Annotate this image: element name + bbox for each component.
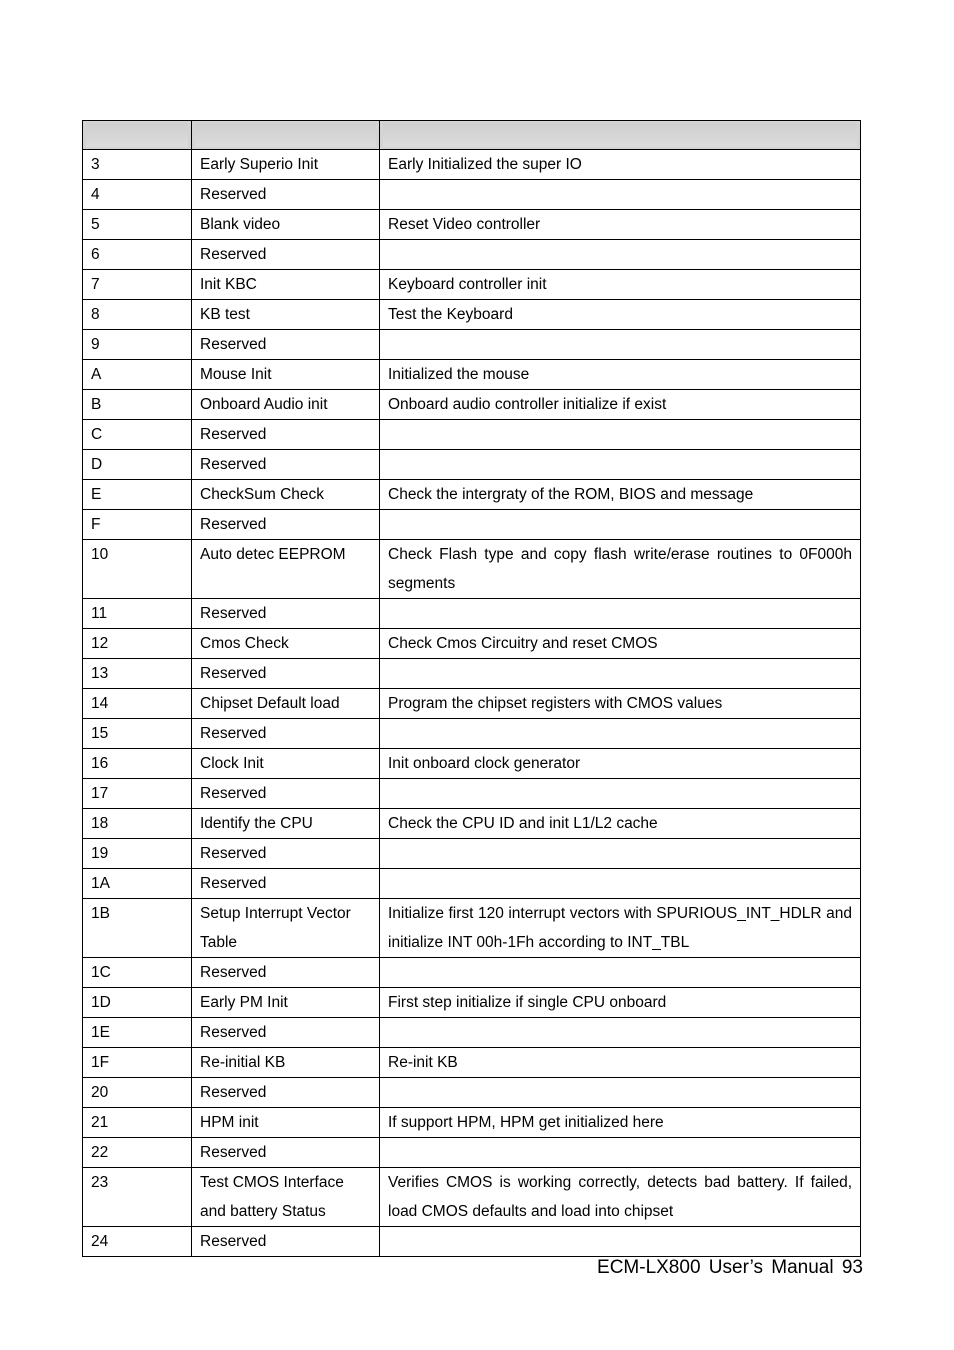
description-cell: Init onboard clock generator <box>380 749 861 779</box>
code-cell: 1E <box>83 1018 192 1048</box>
table-header-row <box>83 121 861 150</box>
description-cell <box>380 839 861 869</box>
code-cell: 1C <box>83 958 192 988</box>
name-cell: Cmos Check <box>192 629 380 659</box>
table-row <box>83 480 861 510</box>
description-cell: Early Initialized the super IO <box>380 150 861 180</box>
description-cell <box>380 420 861 450</box>
description-cell <box>380 180 861 210</box>
name-cell: Mouse Init <box>192 360 380 390</box>
name-cell: KB test <box>192 300 380 330</box>
table-row <box>83 629 861 659</box>
table-row <box>83 240 861 270</box>
table-row <box>83 988 861 1018</box>
description-cell: Onboard audio controller initialize if exist <box>380 390 861 420</box>
name-cell: Reserved <box>192 330 380 360</box>
table-row <box>83 779 861 809</box>
code-cell: 1B <box>83 899 192 958</box>
name-cell: Reserved <box>192 180 380 210</box>
name-cell: Test CMOS Interface and battery Status <box>192 1168 380 1227</box>
code-cell: 6 <box>83 240 192 270</box>
table-row <box>83 210 861 240</box>
code-cell: 21 <box>83 1108 192 1138</box>
code-cell: 1F <box>83 1048 192 1078</box>
code-cell: E <box>83 480 192 510</box>
code-cell: 12 <box>83 629 192 659</box>
description-cell <box>380 510 861 540</box>
name-cell: Reserved <box>192 420 380 450</box>
name-cell: Auto detec EEPROM <box>192 540 380 599</box>
table-row <box>83 599 861 629</box>
code-cell: 3 <box>83 150 192 180</box>
table-row <box>83 150 861 180</box>
table-row <box>83 510 861 540</box>
name-cell: Reserved <box>192 1138 380 1168</box>
name-cell: CheckSum Check <box>192 480 380 510</box>
description-cell: Initialized the mouse <box>380 360 861 390</box>
code-cell: 24 <box>83 1227 192 1257</box>
name-cell: Setup Interrupt Vector Table <box>192 899 380 958</box>
header-cell-description <box>380 121 861 150</box>
code-cell: 22 <box>83 1138 192 1168</box>
name-cell: Reserved <box>192 599 380 629</box>
table-row <box>83 749 861 779</box>
name-cell: Reserved <box>192 450 380 480</box>
name-cell: Re-initial KB <box>192 1048 380 1078</box>
description-cell <box>380 1138 861 1168</box>
name-cell: Init KBC <box>192 270 380 300</box>
table-row <box>83 1048 861 1078</box>
table-row <box>83 809 861 839</box>
table-row <box>83 390 861 420</box>
table-row <box>83 1227 861 1257</box>
name-cell: Blank video <box>192 210 380 240</box>
description-cell: Program the chipset registers with CMOS values <box>380 689 861 719</box>
header-cell-name <box>192 121 380 150</box>
table-row <box>83 450 861 480</box>
code-cell: 8 <box>83 300 192 330</box>
name-cell: Identify the CPU <box>192 809 380 839</box>
table-row <box>83 300 861 330</box>
code-cell: 7 <box>83 270 192 300</box>
description-cell <box>380 869 861 899</box>
name-cell: Reserved <box>192 1227 380 1257</box>
description-cell <box>380 599 861 629</box>
code-cell: 10 <box>83 540 192 599</box>
code-cell: 9 <box>83 330 192 360</box>
description-cell <box>380 330 861 360</box>
table-row <box>83 958 861 988</box>
code-cell: B <box>83 390 192 420</box>
description-cell <box>380 659 861 689</box>
description-cell: Initialize first 120 interrupt vectors with SPURIOUS_INT_HDLR and initialize INT 00h-1Fh according to INT_TBL <box>380 899 861 958</box>
name-cell: Reserved <box>192 779 380 809</box>
code-cell: 20 <box>83 1078 192 1108</box>
table-row <box>83 1138 861 1168</box>
description-cell: First step initialize if single CPU onboard <box>380 988 861 1018</box>
code-cell: 17 <box>83 779 192 809</box>
table-row <box>83 420 861 450</box>
name-cell: Clock Init <box>192 749 380 779</box>
table-row <box>83 869 861 899</box>
table-row <box>83 659 861 689</box>
description-cell: Check the CPU ID and init L1/L2 cache <box>380 809 861 839</box>
post-code-table <box>82 120 861 1257</box>
description-cell <box>380 1227 861 1257</box>
code-cell: 5 <box>83 210 192 240</box>
name-cell: Early PM Init <box>192 988 380 1018</box>
table-row <box>83 270 861 300</box>
code-cell: 1A <box>83 869 192 899</box>
table-row <box>83 689 861 719</box>
description-cell: Re-init KB <box>380 1048 861 1078</box>
code-cell: D <box>83 450 192 480</box>
description-cell <box>380 450 861 480</box>
description-cell <box>380 1018 861 1048</box>
description-cell: If support HPM, HPM get initialized here <box>380 1108 861 1138</box>
name-cell: HPM init <box>192 1108 380 1138</box>
description-cell <box>380 1078 861 1108</box>
description-cell: Check Cmos Circuitry and reset CMOS <box>380 629 861 659</box>
description-cell: Reset Video controller <box>380 210 861 240</box>
code-cell: 18 <box>83 809 192 839</box>
code-cell: 4 <box>83 180 192 210</box>
header-cell-code <box>83 121 192 150</box>
code-cell: C <box>83 420 192 450</box>
table-row <box>83 719 861 749</box>
table-row <box>83 1108 861 1138</box>
description-cell <box>380 240 861 270</box>
description-cell: Verifies CMOS is working correctly, detects bad battery. If failed, load CMOS defaults and load into chipset <box>380 1168 861 1227</box>
description-cell <box>380 719 861 749</box>
code-cell: 1D <box>83 988 192 1018</box>
name-cell: Reserved <box>192 240 380 270</box>
table-row <box>83 899 861 958</box>
name-cell: Reserved <box>192 719 380 749</box>
code-cell: F <box>83 510 192 540</box>
name-cell: Reserved <box>192 839 380 869</box>
description-cell: Check the intergraty of the ROM, BIOS and message <box>380 480 861 510</box>
table-row <box>83 839 861 869</box>
name-cell: Chipset Default load <box>192 689 380 719</box>
name-cell: Reserved <box>192 869 380 899</box>
code-cell: 19 <box>83 839 192 869</box>
code-cell: 13 <box>83 659 192 689</box>
table-row <box>83 360 861 390</box>
table-row <box>83 1168 861 1227</box>
code-cell: 16 <box>83 749 192 779</box>
code-cell: 11 <box>83 599 192 629</box>
name-cell: Reserved <box>192 1078 380 1108</box>
name-cell: Onboard Audio init <box>192 390 380 420</box>
name-cell: Reserved <box>192 958 380 988</box>
description-cell <box>380 958 861 988</box>
table-row <box>83 180 861 210</box>
code-cell: 15 <box>83 719 192 749</box>
name-cell: Reserved <box>192 510 380 540</box>
description-cell: Check Flash type and copy flash write/erase routines to 0F000h segments <box>380 540 861 599</box>
description-cell: Test the Keyboard <box>380 300 861 330</box>
table-row <box>83 1018 861 1048</box>
name-cell: Early Superio Init <box>192 150 380 180</box>
table-row <box>83 1078 861 1108</box>
table-row <box>83 330 861 360</box>
name-cell: Reserved <box>192 659 380 689</box>
description-cell: Keyboard controller init <box>380 270 861 300</box>
table-row <box>83 540 861 599</box>
code-cell: A <box>83 360 192 390</box>
code-cell: 14 <box>83 689 192 719</box>
code-cell: 23 <box>83 1168 192 1227</box>
name-cell: Reserved <box>192 1018 380 1048</box>
description-cell <box>380 779 861 809</box>
page-footer: ECM-LX800 User’s Manual 93 <box>597 1257 863 1278</box>
